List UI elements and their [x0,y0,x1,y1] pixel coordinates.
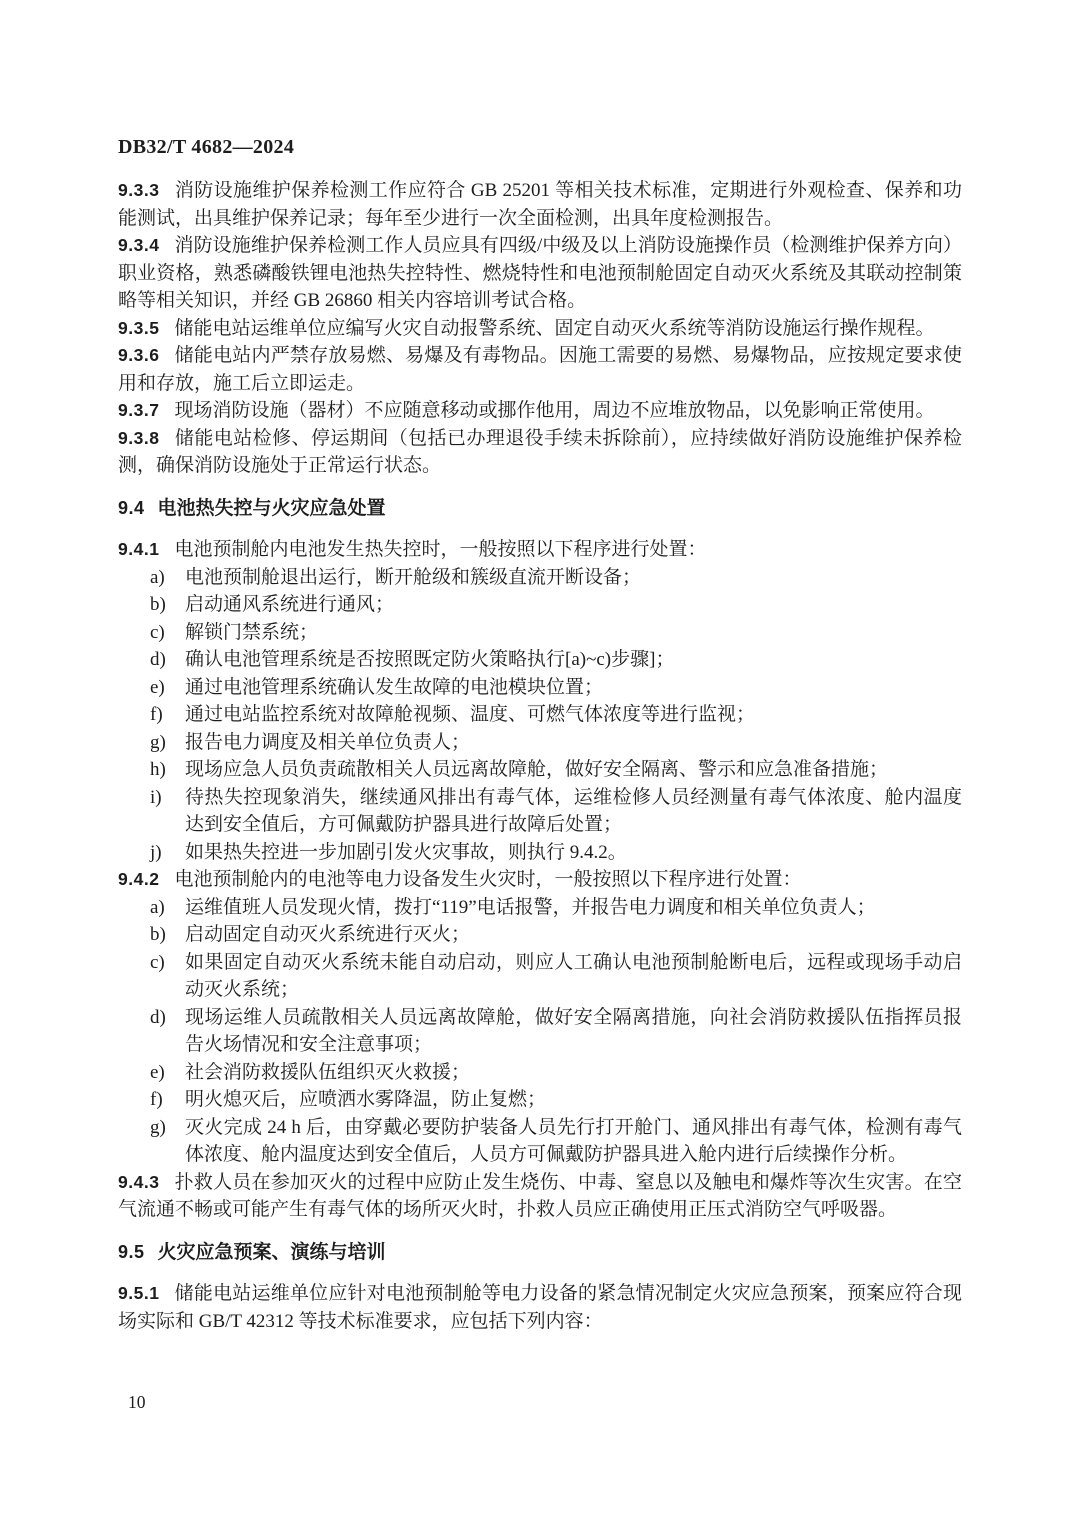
clause-9-3-6 [118,342,962,397]
clause-text: 储能电站检修、停运期间（包括已办理退役手续未拆除前），应持续做好消防设施维护保养检测，确保消防设施处于正常运行状态。 [118,427,962,476]
list-item-text: 明火熄灭后，应喷洒水雾降温，防止复燃； [185,1089,547,1110]
clause-number: 9.3.4 [118,235,160,255]
clause-text: 电池预制舱内电池发生热失控时，一般按照以下程序进行处置： [174,539,707,560]
list-item [118,646,962,674]
list-item [118,784,962,839]
list-item-label: h) [150,759,166,780]
list-item-text: 通过电池管理系统确认发生故障的电池模块位置； [185,676,604,698]
clause-9-3-5 [118,315,962,343]
clause-number: 9.3.5 [118,317,160,338]
list-item-text: 社会消防救援队伍组织灭火救援； [185,1061,471,1083]
list-item-label: g) [150,731,166,753]
clause-number: 9.4.2 [118,869,160,889]
list-item-label: e) [150,1061,165,1083]
list-item [118,591,962,619]
list-item [118,839,962,867]
clause-number: 9.3.7 [118,400,160,420]
list-item [118,674,962,702]
list-item-text: 现场运维人员疏散相关人员远离故障舱，做好安全隔离措施，向社会消防救援队伍指挥员报告火场情况和安全注意事项； [185,1006,962,1055]
clause-text: 储能电站内严禁存放易燃、易爆及有毒物品。因施工需要的易燃、易爆物品，应按规定要求使用和存放，施工后立即运走。 [118,345,962,394]
list-item-text: 灭火完成 24 h 后，由穿戴必要防护装备人员先行打开舱门、通风排出有毒气体，检测有毒气体浓度、舱内温度达到安全值后，人员方可佩戴防护器具进入舱内进行后续操作分析。 [185,1116,962,1165]
clause-9-4-1 [118,536,962,564]
list-item-label: d) [150,1006,166,1028]
list-item [118,619,962,647]
clause-9-5-1 [118,1280,962,1335]
list-item-text: 如果热失控进一步加剧引发火灾事故，则执行 9.4.2。 [185,841,627,863]
list-item [118,1059,962,1087]
clause-number: 9.3.8 [118,427,160,448]
clause-9-4-2 [118,866,962,894]
list-item-label: a) [150,896,165,918]
clause-9-3-4 [118,232,962,315]
clause-9-3-7 [118,397,962,425]
list-item-label: f) [150,704,163,725]
list-item-text: 确认电池管理系统是否按照既定防火策略执行[a)~c)步骤]； [185,649,675,670]
list-item [118,1114,962,1169]
list-item-label: i) [150,786,162,808]
list-item [118,894,962,922]
list-item-label: a) [150,566,165,588]
list-item-text: 现场应急人员负责疏散相关人员远离故障舱，做好安全隔离、警示和应急准备措施； [185,759,889,780]
clause-number: 9.5.1 [118,1283,160,1303]
list-item [118,1004,962,1059]
doc-code: DB32/T 4682—2024 [118,136,295,158]
list-item-label: f) [150,1089,163,1110]
list-item-label: d) [150,649,166,670]
list-item-label: b) [150,594,166,615]
list-item [118,729,962,757]
list-item-label: e) [150,676,165,698]
list-item-text: 待热失控现象消失，继续通风排出有毒气体，运维检修人员经测量有毒气体浓度、舱内温度达到安全值后，方可佩戴防护器具进行故障后处置； [185,786,962,835]
list-item-label: b) [150,924,166,945]
list-item [118,701,962,729]
list-item [118,949,962,1004]
list-item-text: 报告电力调度及相关单位负责人； [185,731,471,753]
list-item-text: 解锁门禁系统； [185,621,319,643]
clause-9-3-8 [118,425,962,480]
clause-number: 9.4.1 [118,539,160,559]
list-item [118,564,962,592]
list-item-text: 启动通风系统进行通风； [185,594,395,615]
list-9-4-2 [118,894,962,1169]
clause-text: 电池预制舱内的电池等电力设备发生火灾时，一般按照以下程序进行处置： [174,869,802,890]
clause-text: 消防设施维护保养检测工作应符合 GB 25201 等相关技术标准，定期进行外观检查、保养和功能测试，出具维护保养记录；每年至少进行一次全面检测，出具年度检测报告。 [118,180,962,229]
clause-text: 消防设施维护保养检测工作人员应具有四级/中级及以上消防设施操作员（检测维护保养方向）职业资格，熟悉磷酸铁锂电池热失控特性、燃烧特性和电池预制舱固定自动灭火系统及其联动控制策略等相关知识，并经 GB 26860 相关内容培训考试合格。 [118,235,962,311]
list-item-text: 如果固定自动灭火系统未能自动启动，则应人工确认电池预制舱断电后，远程或现场手动启动灭火系统； [185,951,962,1000]
clause-9-4-3 [118,1169,962,1224]
clause-number: 9.4.3 [118,1171,160,1192]
list-item-text: 运维值班人员发现火情，拨打“119”电话报警，并报告电力调度和相关单位负责人； [185,896,876,918]
list-9-4-1 [118,564,962,867]
clause-9-3-3 [118,177,962,232]
list-item-label: j) [150,841,162,863]
list-item-label: c) [150,621,165,643]
clause-text: 现场消防设施（器材）不应随意移动或挪作他用，周边不应堆放物品，以免影响正常使用。 [174,400,935,421]
clause-number: 9.3.6 [118,345,160,365]
list-item-label: c) [150,951,165,973]
clause-text: 储能电站运维单位应编写火灾自动报警系统、固定自动灭火系统等消防设施运行操作规程。 [174,317,935,339]
section-title: 火灾应急预案、演练与培训 [157,1241,386,1263]
section-heading-9-4 [118,495,962,523]
list-item [118,1086,962,1114]
list-item-text: 启动固定自动灭火系统进行灭火； [185,924,471,945]
list-item [118,921,962,949]
list-item [118,756,962,784]
section-title: 电池热失控与火灾应急处置 [157,497,386,519]
clause-text: 扑救人员在参加灭火的过程中应防止发生烧伤、中毒、窒息以及触电和爆炸等次生灾害。在空气流通不畅或可能产生有毒气体的场所灭火时，扑救人员应正确使用正压式消防空气呼吸器。 [118,1171,962,1220]
section-heading-9-5 [118,1239,962,1267]
clause-text: 储能电站运维单位应针对电池预制舱等电力设备的紧急情况制定火灾应急预案，预案应符合现场实际和 GB/T 42312 等技术标准要求，应包括下列内容： [118,1283,962,1332]
section-number: 9.4 [118,497,145,518]
clause-number: 9.3.3 [118,180,160,200]
section-number: 9.5 [118,1241,145,1262]
page-number: 10 [128,1392,146,1412]
list-item-text: 通过电站监控系统对故障舱视频、温度、可燃气体浓度等进行监视； [185,704,756,725]
list-item-label: g) [150,1116,166,1138]
list-item-text: 电池预制舱退出运行，断开舱级和簇级直流开断设备； [185,566,642,588]
